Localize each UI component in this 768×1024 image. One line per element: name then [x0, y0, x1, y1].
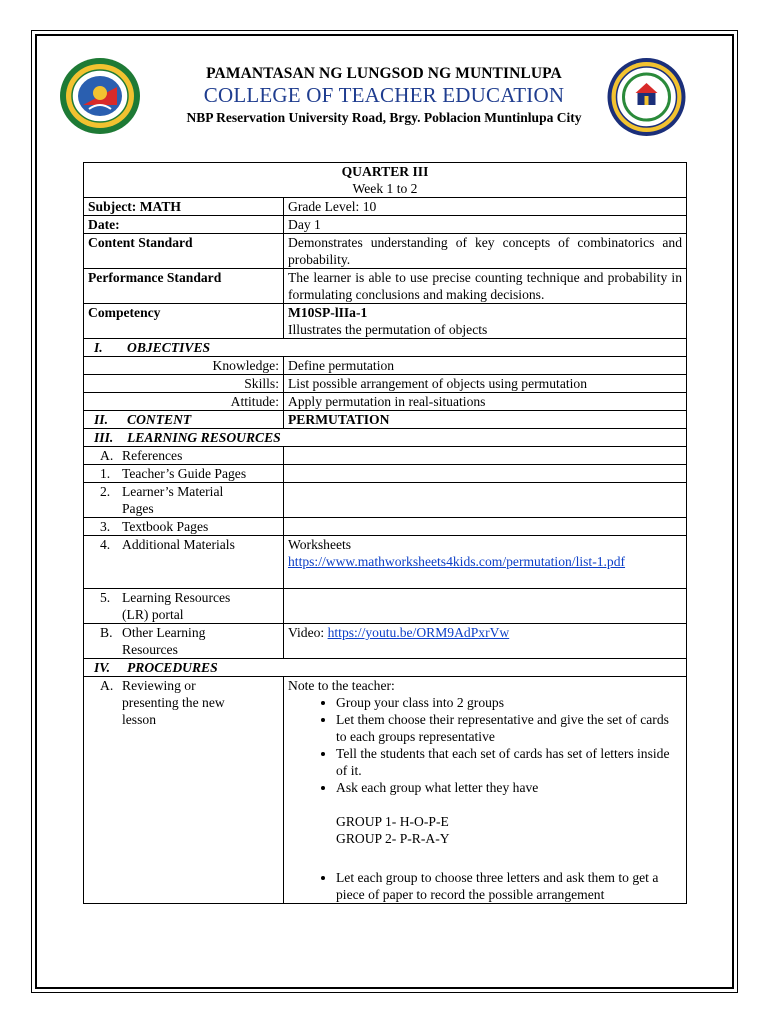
resource-label: Textbook Pages [122, 519, 209, 534]
textbook-row [84, 518, 687, 536]
group-1-letters: GROUP 1- H-O-P-E [336, 814, 449, 829]
performance-standard-value: The learner is able to use precise counting technique and probability in formulating conclusions and making decisions. [284, 269, 687, 304]
resource-index: 1. [100, 466, 111, 481]
teachers-guide-row [84, 465, 687, 483]
procedure-step-label: Reviewing or presenting the new lesson [122, 678, 225, 727]
procedures-heading-row [84, 659, 687, 677]
date-row [84, 216, 687, 234]
video-label: Video: [288, 625, 325, 640]
skills-row [84, 375, 687, 393]
resource-index: 4. [100, 537, 111, 552]
lr-portal-row [84, 589, 687, 624]
resources-heading: LEARNING RESOURCES [127, 430, 281, 445]
additional-materials-row [84, 536, 687, 589]
procedure-bullet: • Tell the students that each set of cards has set of letters inside of it. [336, 745, 682, 779]
content-standard-label: Content Standard [84, 234, 284, 269]
quarter-row [84, 163, 687, 198]
resource-label: Learning Resources (LR) portal [122, 590, 231, 622]
content-value: PERMUTATION [284, 411, 687, 429]
resource-label: Additional Materials [122, 537, 235, 552]
competency-code: M10SP-lIIa-1 [288, 305, 368, 320]
resource-index: 2. [100, 484, 111, 499]
procedures-heading: PROCEDURES [127, 660, 218, 675]
lesson-plan-table [83, 162, 687, 904]
resource-label: Learner’s Material Pages [122, 484, 224, 516]
week-range: Week 1 to 2 [352, 181, 418, 196]
competency-row [84, 304, 687, 339]
video-link[interactable]: https://youtu.be/ORM9AdPxrVw [327, 625, 510, 640]
content-standard-row [84, 234, 687, 269]
references-row [84, 447, 687, 465]
university-address: NBP Reservation University Road, Brgy. Poblacion Muntinlupa City [186, 110, 582, 125]
resource-label: Other Learning Resources [122, 625, 206, 657]
content-number: II. [94, 412, 108, 427]
resources-number: III. [94, 430, 114, 445]
university-name: PAMANTASAN NG LUNGSOD NG MUNTINLUPA [206, 65, 562, 82]
attitude-value: Apply permutation in real-situations [284, 393, 687, 411]
group-2-letters: GROUP 2- P-R-A-Y [336, 831, 450, 846]
content-standard-value: Demonstrates understanding of key concepts of combinatorics and probability. [284, 234, 687, 269]
knowledge-label: Knowledge: [84, 357, 284, 375]
teacher-note-label: Note to the teacher: [288, 678, 395, 693]
objectives-heading: OBJECTIVES [127, 340, 211, 355]
resource-index: A. [100, 448, 114, 463]
competency-text: Illustrates the permutation of objects [288, 322, 488, 337]
resource-index: 3. [100, 519, 111, 534]
date-label: Date: [84, 216, 284, 234]
objectives-heading-row [84, 339, 687, 357]
learners-material-row [84, 483, 687, 518]
worksheet-link[interactable]: https://www.mathworksheets4kids.com/permutation/list-1.pdf [288, 554, 626, 569]
subject-row [84, 198, 687, 216]
procedure-step-row [84, 677, 687, 904]
procedure-bullet: • Ask each group what letter they have [336, 779, 682, 796]
objectives-number: I. [94, 340, 103, 355]
resource-index: B. [100, 625, 113, 640]
resource-label: References [122, 448, 183, 463]
other-resources-row [84, 624, 687, 659]
quarter-title: QUARTER III [341, 164, 429, 179]
grade-level-cell: Grade Level: 10 [284, 198, 687, 216]
attitude-row [84, 393, 687, 411]
skills-label: Skills: [84, 375, 284, 393]
subject-cell: Subject: MATH [84, 198, 284, 216]
performance-standard-label: Performance Standard [84, 269, 284, 304]
procedures-number: IV. [94, 660, 111, 675]
procedure-bullet: • Let them choose their representative and give the set of cards to each groups representative [336, 711, 682, 745]
performance-standard-row [84, 269, 687, 304]
university-seal-logo [59, 57, 141, 135]
knowledge-row [84, 357, 687, 375]
skills-value: List possible arrangement of objects using permutation [284, 375, 687, 393]
procedure-index: A. [100, 678, 114, 693]
college-name: COLLEGE OF TEACHER EDUCATION [203, 83, 565, 107]
document-header [130, 64, 638, 127]
procedure-bullets [288, 694, 682, 796]
content-heading: CONTENT [127, 412, 192, 427]
competency-label: Competency [84, 304, 284, 339]
resources-heading-row [84, 429, 687, 447]
resource-index: 5. [100, 590, 111, 605]
procedure-bullet: • Let each group to choose three letters and ask them to get a piece of paper to record the possible arrangement [336, 869, 682, 903]
date-value: Day 1 [284, 216, 687, 234]
additional-materials-text: Worksheets [288, 537, 352, 552]
resource-label: Teacher’s Guide Pages [122, 466, 247, 481]
content-row [84, 411, 687, 429]
attitude-label: Attitude: [84, 393, 284, 411]
procedure-bullet: • Group your class into 2 groups [336, 694, 682, 711]
knowledge-value: Define permutation [284, 357, 687, 375]
